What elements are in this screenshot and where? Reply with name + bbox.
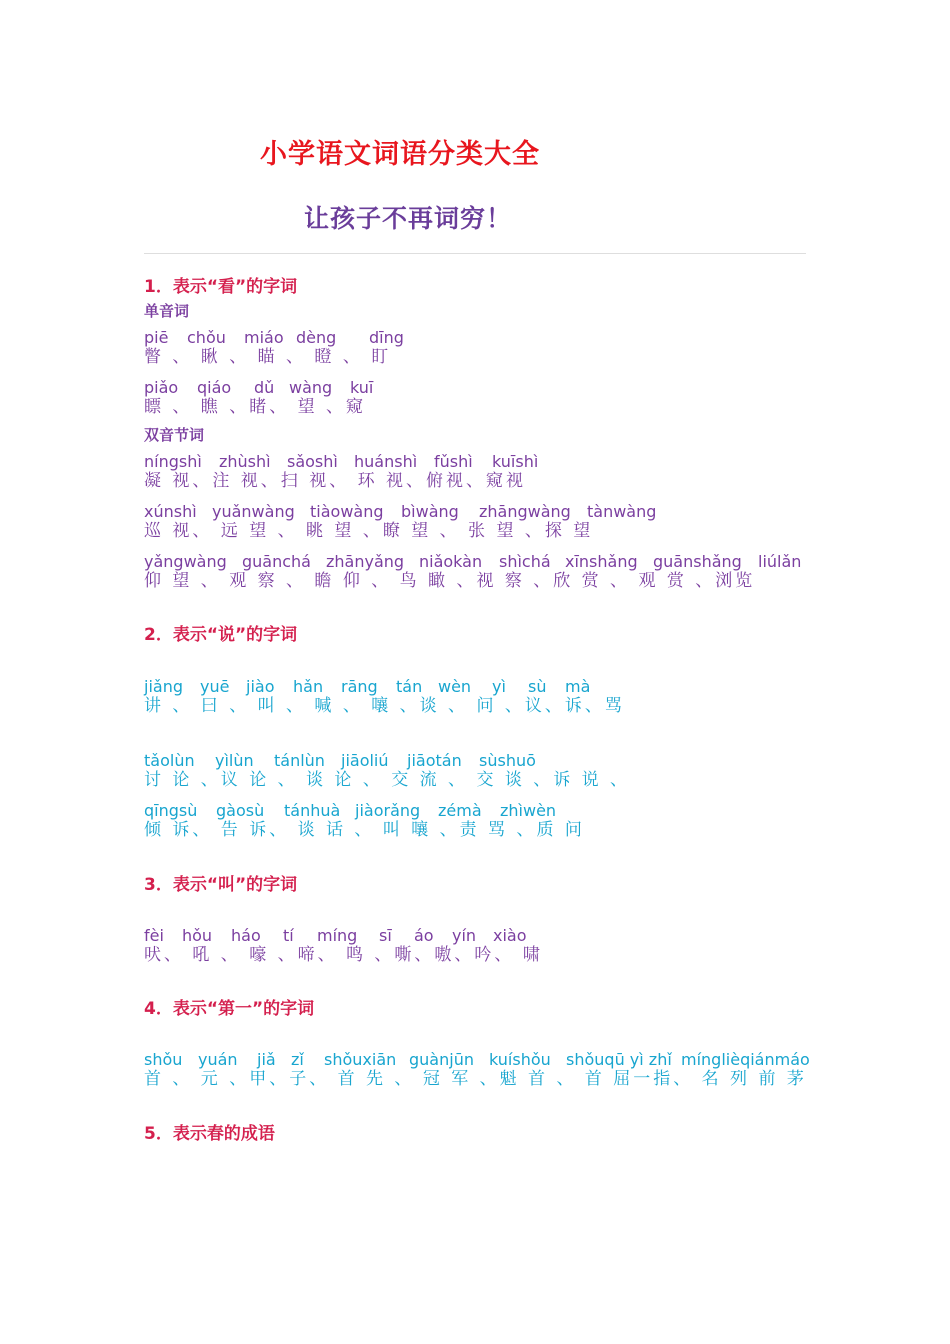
subheading-single-syllable: 单音词 — [144, 302, 190, 320]
pinyin: zǐ — [291, 1050, 304, 1069]
subheading-two-syllable: 双音节词 — [144, 426, 205, 444]
hanzi-line: 讨 论 、议 论 、 谈 论 、 交 流 、 交 谈 、诉 说 、 — [144, 770, 631, 790]
pinyin: hǒu — [182, 926, 213, 945]
pinyin: qiáo — [197, 378, 232, 397]
section-heading-look: 1．表示“看”的字词 — [144, 277, 298, 297]
hanzi-line: 讲 、 曰 、 叫 、 喊 、 嚷 、谈 、 问 、议、诉、骂 — [144, 696, 625, 716]
pinyin: guānshǎng — [653, 552, 742, 571]
hanzi-line: 吠、 吼 、 嚎 、啼、 鸣 、嘶、嗷、吟、 啸 — [144, 945, 543, 965]
pinyin: sùshuō — [479, 751, 536, 770]
hanzi-line: 巡 视、 远 望 、 眺 望 、瞭 望 、 张 望 、探 望 — [144, 521, 594, 541]
pinyin: jiào — [246, 677, 275, 696]
pinyin: jiǎ — [257, 1050, 276, 1069]
pinyin: fǔshì — [434, 452, 473, 471]
section-heading-first: 4．表示“第一”的字词 — [144, 999, 315, 1019]
pinyin: yìlùn — [215, 751, 254, 770]
pinyin: miáo — [244, 328, 284, 347]
pinyin: mínglièqiánmáo — [681, 1050, 810, 1069]
pinyin: kuīshì — [492, 452, 539, 471]
pinyin: xúnshì — [144, 502, 197, 521]
pinyin: piǎo — [144, 378, 179, 397]
pinyin: liúlǎn — [758, 552, 802, 571]
hanzi-line: 凝 视、注 视、扫 视、 环 视、俯视、窥视 — [144, 471, 527, 491]
pinyin: níngshì — [144, 452, 202, 471]
pinyin: tànwàng — [587, 502, 657, 521]
pinyin: shìchá — [499, 552, 551, 571]
pinyin: háo — [231, 926, 261, 945]
hanzi-line: 首 、 元 、甲、子、 首 先 、 冠 军 、魁 首 、 首 屈一指、 名 列 前 茅 — [144, 1069, 807, 1089]
section-heading-say: 2．表示“说”的字词 — [144, 625, 298, 645]
pinyin: wèn — [438, 677, 472, 696]
pinyin: jiǎng — [144, 677, 183, 696]
pinyin: tán — [396, 677, 423, 696]
page-title: 小学语文词语分类大全 — [260, 139, 540, 170]
pinyin: sī — [379, 926, 392, 945]
pinyin: sǎoshì — [287, 452, 338, 471]
pinyin: fèi — [144, 926, 164, 945]
pinyin: hǎn — [293, 677, 324, 696]
pinyin: tiàowàng — [310, 502, 384, 521]
pinyin: piē — [144, 328, 169, 347]
pinyin: yuán — [198, 1050, 238, 1069]
pinyin: dǔ — [254, 378, 275, 397]
pinyin: kuī — [350, 378, 374, 397]
pinyin: zhānyǎng — [326, 552, 405, 571]
pinyin: tánhuà — [284, 801, 341, 820]
pinyin: zhùshì — [219, 452, 271, 471]
pinyin: tí — [283, 926, 294, 945]
page-subtitle: 让孩子不再词穷！ — [304, 204, 513, 233]
pinyin: yín — [452, 926, 477, 945]
pinyin: áo — [414, 926, 434, 945]
pinyin: jiāotán — [407, 751, 462, 770]
section-heading-call: 3．表示“叫”的字词 — [144, 875, 298, 895]
pinyin: niǎokàn — [419, 552, 483, 571]
pinyin: dèng — [296, 328, 337, 347]
pinyin: yuǎnwàng — [212, 502, 295, 521]
pinyin: jiāoliú — [341, 751, 389, 770]
pinyin: tǎolùn — [144, 751, 195, 770]
pinyin: zhìwèn — [500, 801, 557, 820]
pinyin: shǒu — [144, 1050, 183, 1069]
hanzi-line: 瞟 、 瞧 、睹、 望 、窥 — [144, 397, 367, 417]
divider — [144, 253, 806, 254]
pinyin: guànjūn — [409, 1050, 474, 1069]
pinyin: bìwàng — [401, 502, 459, 521]
pinyin: shǒuqū yì zhǐ — [566, 1050, 672, 1069]
pinyin: yì — [492, 677, 506, 696]
pinyin: gàosù — [216, 801, 265, 820]
hanzi-line: 瞥 、 瞅 、 瞄 、 瞪 、 盯 — [144, 347, 392, 367]
pinyin: jiàorǎng — [355, 801, 421, 820]
pinyin: huánshì — [354, 452, 418, 471]
pinyin: mà — [565, 677, 591, 696]
hanzi-line: 仰 望 、 观 察 、 瞻 仰 、 鸟 瞰 、视 察 、欣 赏 、 观 赏 、浏览 — [144, 571, 756, 591]
pinyin: guānchá — [242, 552, 311, 571]
pinyin: qīngsù — [144, 801, 198, 820]
pinyin: yǎngwàng — [144, 552, 227, 571]
pinyin: sù — [528, 677, 547, 696]
pinyin: shǒuxiān — [324, 1050, 397, 1069]
pinyin: kuíshǒu — [489, 1050, 551, 1069]
pinyin: wàng — [289, 378, 333, 397]
pinyin: dīng — [369, 328, 404, 347]
pinyin: tánlùn — [274, 751, 325, 770]
section-heading-spring: 5．表示春的成语 — [144, 1124, 275, 1144]
pinyin: chǒu — [187, 328, 226, 347]
pinyin: xiào — [493, 926, 527, 945]
pinyin: zémà — [438, 801, 482, 820]
pinyin: rāng — [341, 677, 378, 696]
pinyin: míng — [317, 926, 358, 945]
hanzi-line: 倾 诉、 告 诉、 谈 话 、 叫 嚷 、责 骂 、质 问 — [144, 820, 585, 840]
pinyin: yuē — [200, 677, 230, 696]
pinyin: xīnshǎng — [565, 552, 638, 571]
pinyin: zhāngwàng — [479, 502, 571, 521]
